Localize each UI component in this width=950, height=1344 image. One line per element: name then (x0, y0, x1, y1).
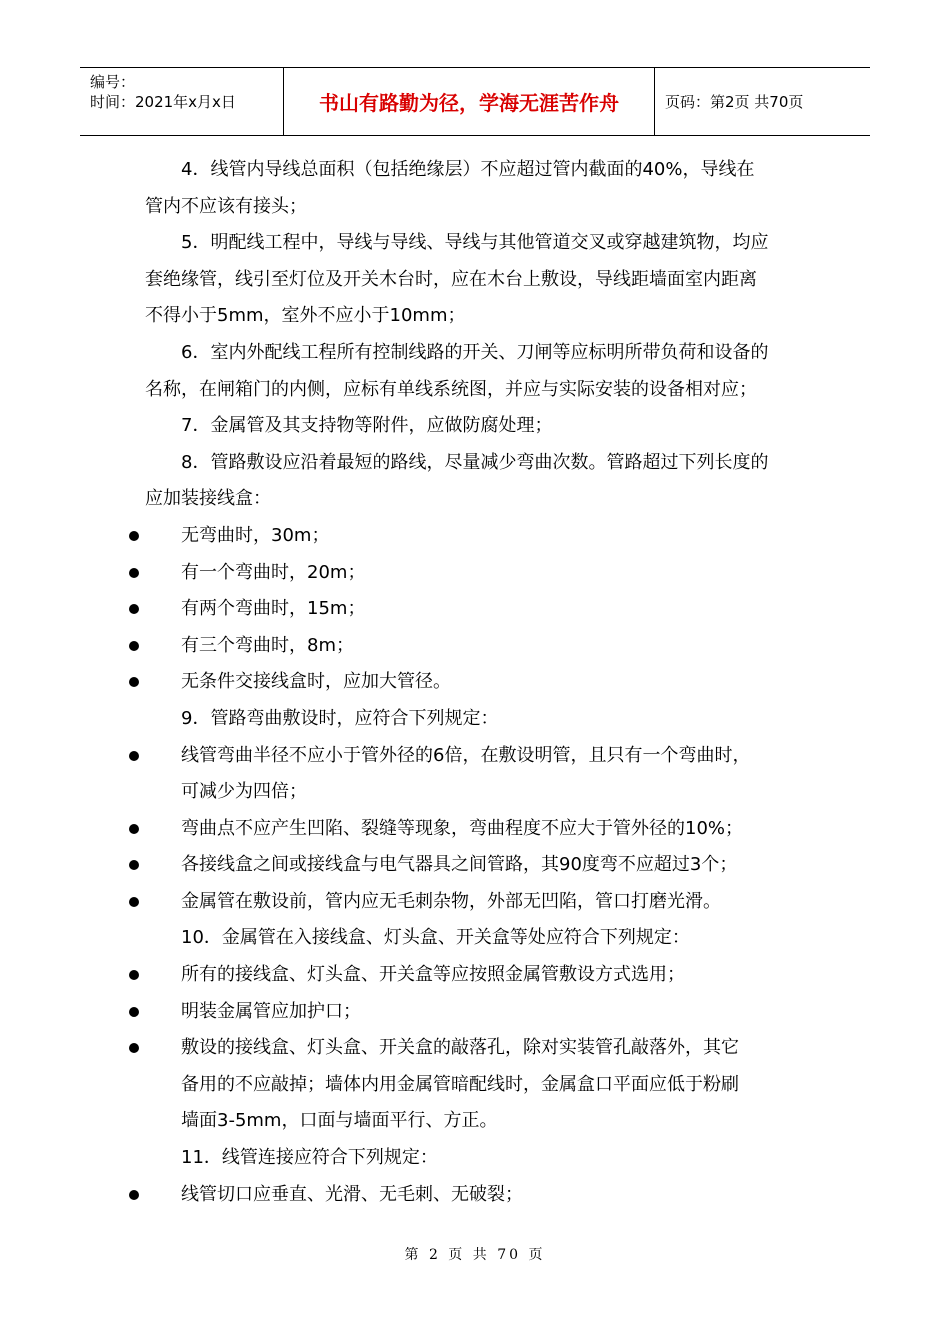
text-line (145, 920, 825, 957)
bullet-icon (129, 1190, 139, 1200)
text-line (117, 1103, 825, 1140)
line-text: 各接线盒之间或接线盒与电气器具之间管路，其90度弯不应超过3个； (181, 854, 738, 876)
bullet-icon (129, 604, 139, 614)
line-text: 不得小于5mm，室外不应小于10mm； (145, 305, 466, 327)
bullet-item (117, 884, 825, 921)
text-line (145, 189, 825, 226)
line-text: 无弯曲时，30m； (181, 524, 330, 546)
header-page-info: 页码：第2页 共70页 (665, 93, 804, 111)
bullet-icon (129, 970, 139, 980)
line-text: 管内不应该有接头； (145, 195, 307, 217)
text-line (145, 408, 825, 445)
text-line (145, 152, 825, 189)
line-text: 无条件交接线盒时，应加大管径。 (181, 671, 451, 693)
line-text: 有三个弯曲时，8m； (181, 634, 354, 656)
line-text: 应加装接线盒： (145, 488, 271, 510)
document-body (145, 152, 825, 1213)
bullet-item (117, 1030, 825, 1067)
bullet-item (117, 518, 825, 555)
line-text: 备用的不应敲掉；墙体内用金属管暗配线时，金属盒口平面应低于粉刷 (181, 1073, 739, 1095)
bullet-icon (129, 568, 139, 578)
text-line (145, 701, 825, 738)
line-text: 可减少为四倍； (181, 781, 307, 803)
text-line (117, 774, 825, 811)
text-line (145, 445, 825, 482)
line-text: 弯曲点不应产生凹陷、裂缝等现象，弯曲程度不应大于管外径的10%； (181, 817, 744, 839)
line-text: 4．线管内导线总面积（包括绝缘层）不应超过管内截面的40%，导线在 (181, 159, 755, 180)
text-line (145, 298, 825, 335)
page-footer: 第 2 页 共 70 页 (404, 1247, 546, 1263)
line-text: 线管切口应垂直、光滑、无毛刺、无破裂； (181, 1183, 523, 1205)
header-info (80, 68, 283, 135)
text-line (117, 1067, 825, 1104)
text-line (145, 1140, 825, 1177)
line-text: 5．明配线工程中，导线与导线、导线与其他管道交叉或穿越建筑物，均应 (181, 232, 769, 254)
bullet-item (117, 628, 825, 665)
line-text: 线管弯曲半径不应小于管外径的6倍，在敷设明管，且只有一个弯曲时， (181, 744, 751, 766)
bullet-icon (129, 897, 139, 907)
text-line (145, 481, 825, 518)
line-text: 8．管路敷设应沿着最短的路线，尽量减少弯曲次数。管路超过下列长度的 (181, 451, 769, 473)
line-text: 敷设的接线盒、灯头盒、开关盒的敲落孔，除对实装管孔敲落外，其它 (181, 1037, 739, 1059)
bullet-icon (129, 860, 139, 870)
line-text: 9．管路弯曲敷设时，应符合下列规定： (181, 707, 499, 729)
text-line (145, 262, 825, 299)
header-motto: 书山有路勤为径，学海无涯苦作舟 (283, 68, 655, 135)
bullet-icon (129, 1043, 139, 1053)
page-header (80, 67, 870, 136)
bullet-item (117, 591, 825, 628)
line-text: 有两个弯曲时，15m； (181, 598, 366, 620)
bullet-icon (129, 677, 139, 687)
bullet-item (117, 811, 825, 848)
line-text: 11．线管连接应符合下列规定： (181, 1147, 438, 1169)
line-text: 明装金属管应加护口； (181, 1000, 361, 1022)
line-text: 10．金属管在入接线盒、灯头盒、开关盒等处应符合下列规定： (181, 927, 690, 949)
bullet-item (117, 738, 825, 775)
bullet-icon (129, 1007, 139, 1017)
line-text: 6．室内外配线工程所有控制线路的开关、刀闸等应标明所带负荷和设备的 (181, 341, 769, 363)
bullet-icon (129, 531, 139, 541)
line-text: 金属管在敷设前，管内应无毛刺杂物，外部无凹陷，管口打磨光滑。 (181, 890, 721, 912)
bullet-item (117, 664, 825, 701)
bullet-item (117, 994, 825, 1031)
bullet-icon (129, 751, 139, 761)
text-line (145, 372, 825, 409)
bullet-item (117, 847, 825, 884)
bullet-item (117, 1177, 825, 1214)
text-line (145, 225, 825, 262)
line-text: 墙面3-5mm，口面与墙面平行、方正。 (181, 1110, 498, 1132)
number-label: 编号： (90, 73, 136, 91)
bullet-icon (129, 641, 139, 651)
line-text: 套绝缘管，线引至灯位及开关木台时，应在木台上敷设，导线距墙面室内距离 (145, 268, 757, 290)
line-text: 所有的接线盒、灯头盒、开关盒等应按照金属管敷设方式选用； (181, 964, 685, 986)
bullet-icon (129, 824, 139, 834)
time-label: 时间：2021年x月x日 (90, 93, 236, 111)
text-line (145, 335, 825, 372)
bullet-item (117, 957, 825, 994)
line-text: 名称，在闸箱门的内侧，应标有单线系统图，并应与实际安装的设备相对应； (145, 378, 757, 400)
line-text: 7．金属管及其支持物等附件，应做防腐处理； (181, 415, 553, 437)
bullet-item (117, 555, 825, 592)
line-text: 有一个弯曲时，20m； (181, 561, 366, 583)
